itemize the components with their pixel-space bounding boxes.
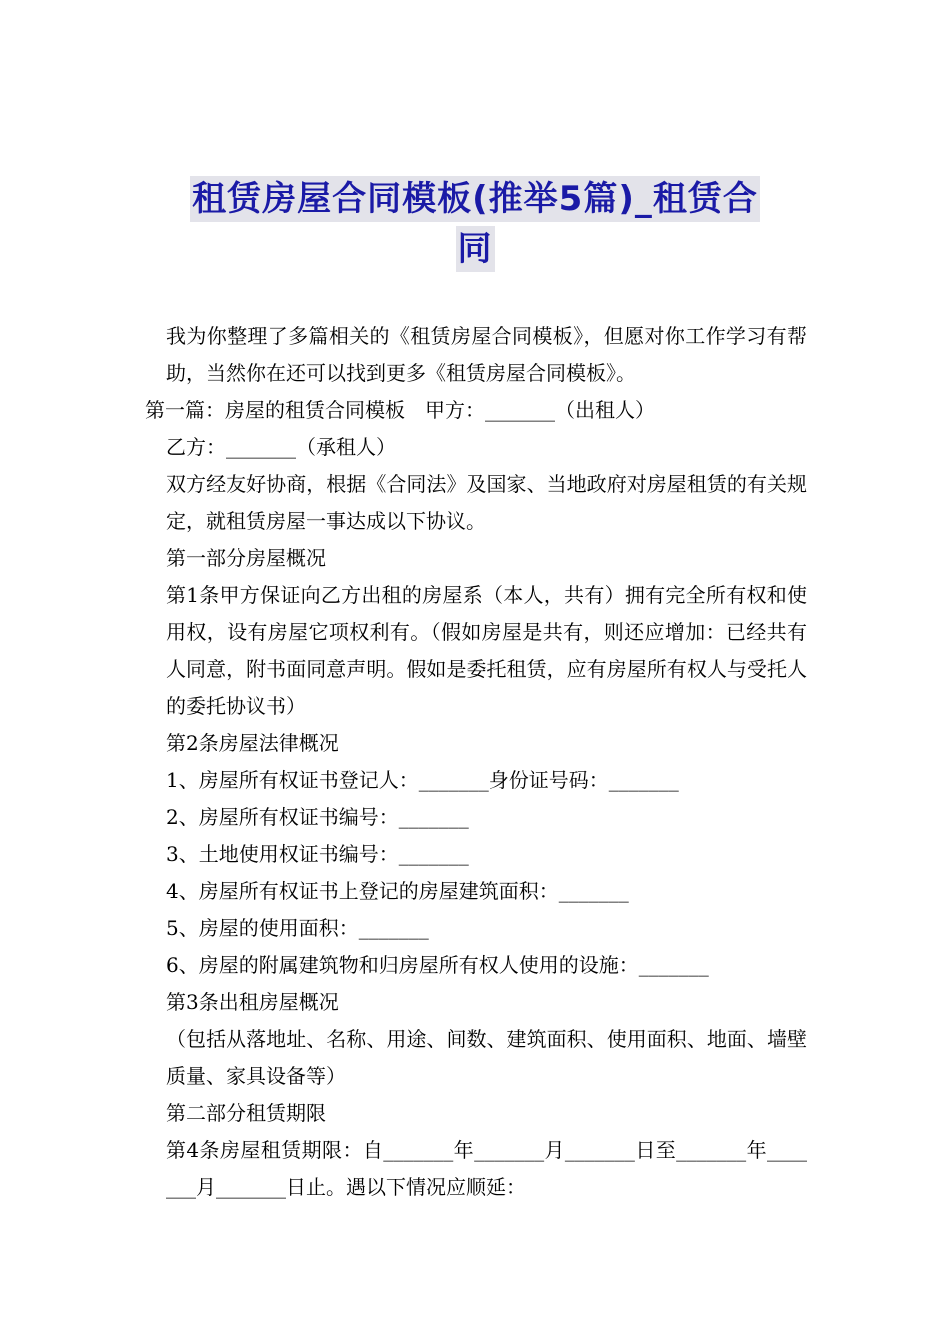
section-heading-part1: 第一篇：房屋的租赁合同模板 甲方：_______（出租人） — [145, 398, 655, 422]
list-item: 6、房屋的附属建筑物和归房屋所有权人使用的设施：_______ — [166, 953, 709, 977]
document-body — [145, 318, 807, 1206]
list-item: 2、房屋所有权证书编号：_______ — [166, 805, 469, 829]
list-item: 4、房屋所有权证书上登记的房屋建筑面积：_______ — [166, 879, 629, 903]
agreement-paragraph: 双方经友好协商，根据《合同法》及国家、当地政府对房屋租赁的有关规定，就租赁房屋一事达成以下协议。 — [166, 472, 807, 533]
article-3-paragraph: （包括从落地址、名称、用途、间数、建筑面积、使用面积、地面、墙壁质量、家具设备等） — [166, 1027, 807, 1088]
title-line-2: 同 — [456, 226, 495, 272]
article-1-paragraph: 第1条甲方保证向乙方出租的房屋系（本人，共有）拥有完全所有权和使用权，设有房屋它项权利有。（假如房屋是共有，则还应增加：已经共有人同意，附书面同意声明。假如是委托租赁，应有房屋所有权人与受托人的委托协议书） — [166, 583, 807, 718]
article-2-heading: 第2条房屋法律概况 — [166, 731, 339, 755]
part-one-heading: 第一部分房屋概况 — [166, 546, 326, 570]
document-title — [0, 176, 950, 276]
list-item: 3、土地使用权证书编号：_______ — [166, 842, 469, 866]
article-4-paragraph: 第4条房屋租赁期限：自_______年_______月_______日至_______年_______月_______日止。遇以下情况应顺延： — [166, 1138, 807, 1199]
list-item: 1、房屋所有权证书登记人：_______身份证号码：_______ — [166, 768, 679, 792]
intro-paragraph: 我为你整理了多篇相关的《租赁房屋合同模板》，但愿对你工作学习有帮助，当然你在还可以找到更多《租赁房屋合同模板》。 — [166, 324, 807, 385]
party-b-line: 乙方：_______（承租人） — [166, 435, 396, 459]
list-item: 5、房屋的使用面积：_______ — [166, 916, 429, 940]
article-3-heading: 第3条出租房屋概况 — [166, 990, 339, 1014]
part-two-heading: 第二部分租赁期限 — [166, 1101, 326, 1125]
title-line-1: 租赁房屋合同模板(推举5篇)_租赁合 — [190, 176, 760, 222]
